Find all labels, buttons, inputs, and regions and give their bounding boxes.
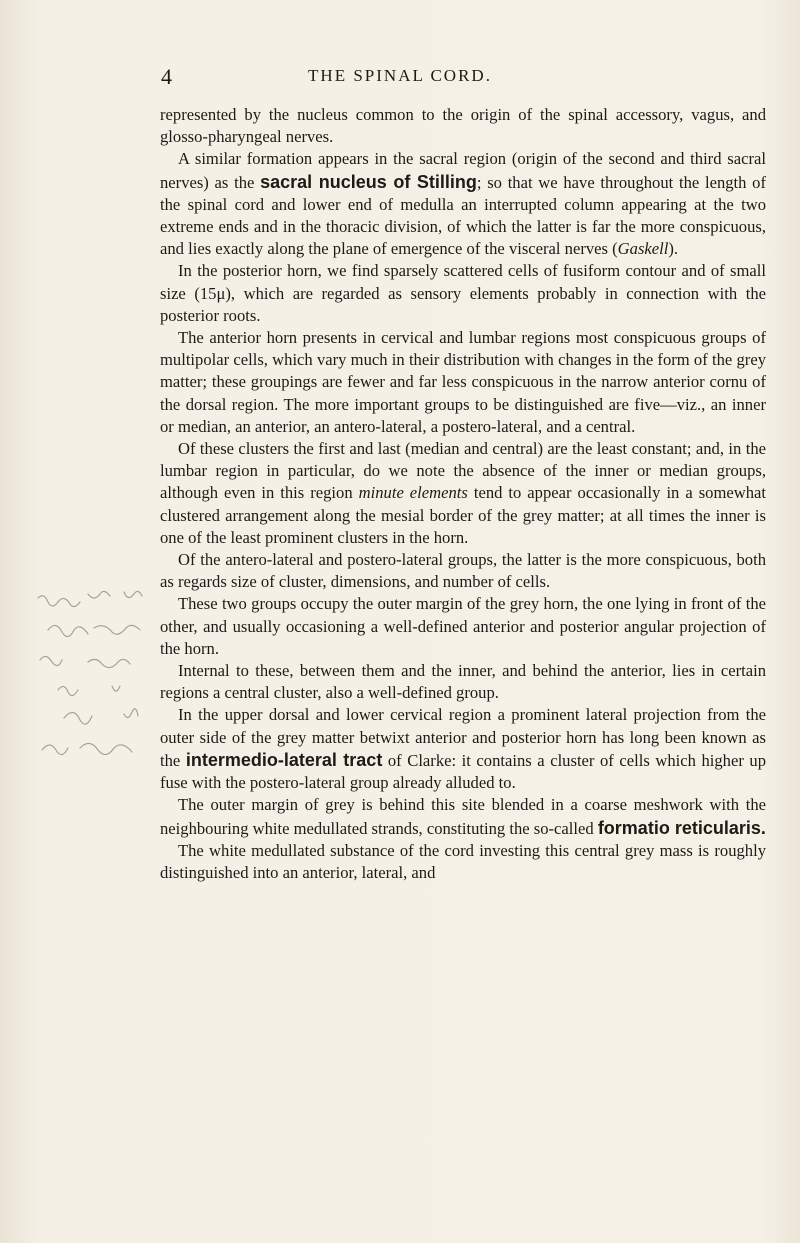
text-run: tend to appear occasionally in a somewhat clustered arrangement along the mesial border of the grey matter; at all times the inner is one of the least prominent clusters in the horn. [160, 483, 766, 547]
text-run: In the upper dorsal and lower cervical region a prominent lateral projection from the outer side of the grey matter betwixt anterior and posterior horn has long been known as the [160, 705, 766, 770]
paragraph-10 [160, 794, 766, 839]
paragraph-2 [160, 148, 766, 260]
emphasis-minute-elements: minute elements [358, 483, 468, 503]
paragraph-9 [160, 704, 766, 794]
text-run: ). [668, 239, 679, 259]
paragraph-8: Internal to these, between them and the inner, and behind the anterior, lies in certain regions a central cluster, also a well-defined group. [160, 661, 766, 703]
handwritten-marginalia [28, 590, 156, 820]
paragraph-4: The anterior horn presents in cervical and lumbar regions most conspicuous groups of multipolar cells, which vary much in their distribution with changes in the form of the grey matter; these groupings are fewer and far less conspicuous in the narrow anterior cornu of the dorsal region. The more important groups to be distinguished are five—viz., an inner or median, an anterior, an antero-lateral, a postero-lateral, and a central. [160, 328, 766, 436]
term-formatio-reticularis: formatio reticularis. [597, 817, 766, 838]
page-number: 4 [161, 64, 173, 89]
text-run: The outer margin of grey is behind this site blended in a coarse meshwork with the neighbouring white medullated strands, constituting the so-called [160, 795, 766, 838]
citation-gaskell: Gaskell [617, 239, 669, 259]
term-sacral-nucleus: sacral nucleus of Stilling [260, 171, 477, 192]
paragraph-11: The white medullated substance of the cord investing this central grey mass is roughly distinguished into an anterior, lateral, and [160, 840, 766, 882]
paragraph-1: represented by the nucleus common to the origin of the spinal accessory, vagus, and glosso-pharyngeal nerves. [160, 105, 766, 147]
text-run: ; so that we have throughout the length of the spinal cord and lower end of medulla an interrupted column appearing at the two extreme ends and in the thoracic division, of which the latter is far the more conspicuous, and lies exactly along the plane of emergence of the visceral nerves ( [160, 172, 766, 259]
page-header [0, 64, 800, 94]
paragraph-3: In the posterior horn, we find sparsely scattered cells of fusiform contour and of small size (15μ), which are regarded as sensory elements probably in connection with the posterior roots. [160, 261, 766, 325]
text-run: A similar formation appears in the sacral region (origin of the second and third sacral nerves) as the [160, 149, 766, 192]
term-intermedio-lateral: intermedio-lateral tract [185, 749, 383, 770]
paragraph-5 [160, 438, 766, 549]
paragraph-6: Of the antero-lateral and postero-lateral groups, the latter is the more conspicuous, both as regards size of cluster, dimensions, and number of cells. [160, 550, 766, 592]
running-head: THE SPINAL CORD. [308, 66, 492, 85]
text-run: Of these clusters the first and last (median and central) are the least constant; and, in the lumbar region in particular, do we note the absence of the inner or median groups, although even in this region [160, 439, 766, 503]
pencil-scribble-icon [28, 590, 156, 820]
body-text [160, 104, 766, 884]
paragraph-7: These two groups occupy the outer margin of the grey horn, the one lying in front of the other, and usually occasioning a well-defined anterior and posterior angular projection of the horn. [160, 594, 766, 658]
text-run: of Clarke: it contains a cluster of cells which higher up fuse with the postero-lateral group already alluded to. [160, 750, 767, 793]
